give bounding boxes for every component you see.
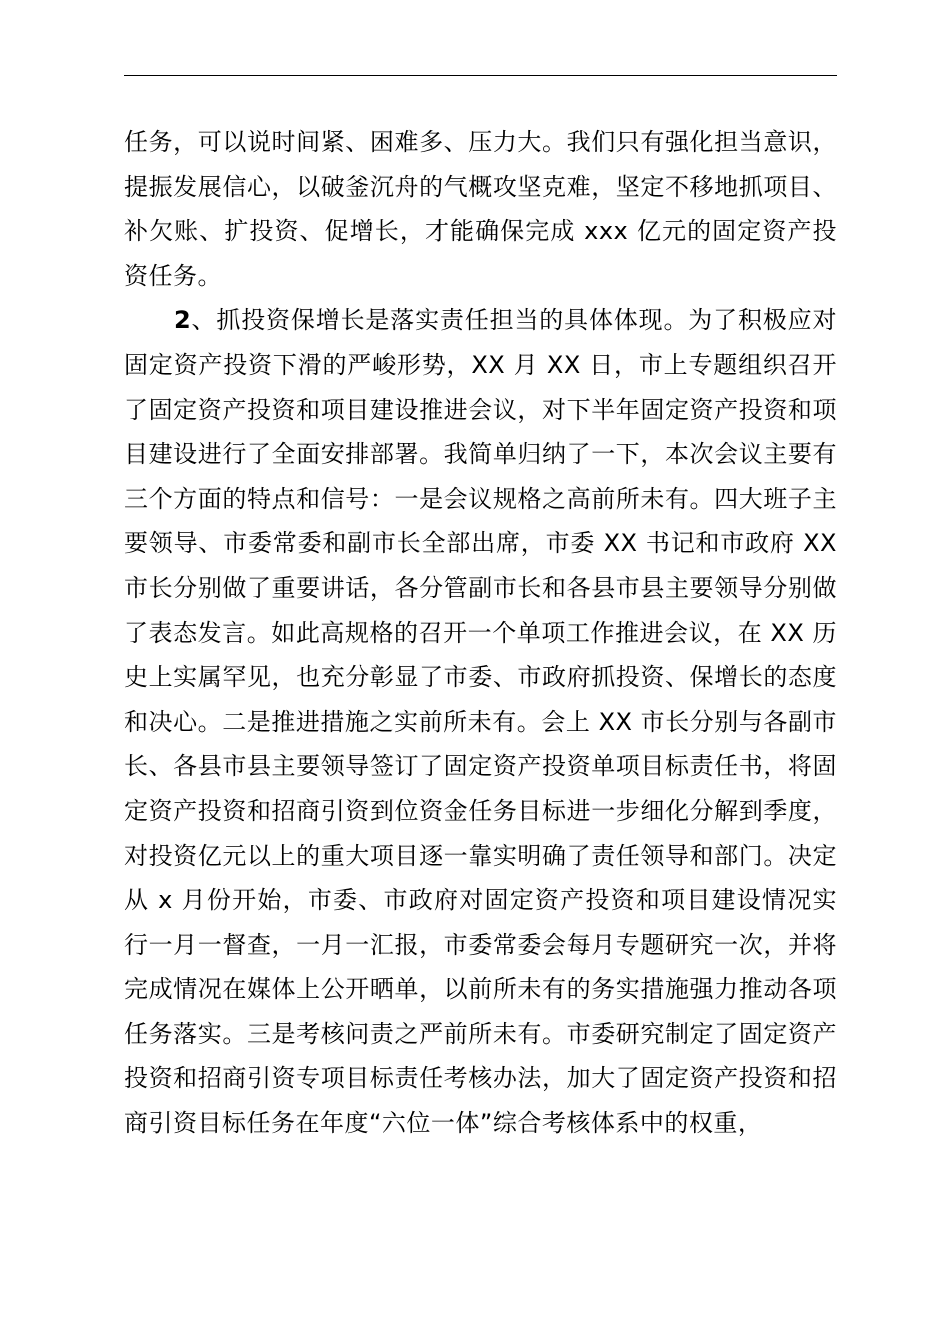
paragraph-2	[124, 298, 837, 1145]
paragraph-continuation	[124, 120, 837, 298]
paragraph-text: 、抓投资保增长是落实责任担当的具体体现。为了积极应对固定资产投资下滑的严峻形势，XX 月 XX 日，市上专题组织召开了固定资产投资和项目建设推进会议，对下半年固定资产投资和项目建设进行了全面安排部署。我简单归纳了一下，本次会议主要有三个方面的特点和信号：一是会议规格之高前所未有。四大班子主要领导、市委常委和副市长全部出席，市委 XX 书记和市政府 XX 市长分别做了重要讲话，各分管副市长和各县市县主要领导分别做了表态发言。如此高规格的召开一个单项工作推进会议，在 XX 历史上实属罕见，也充分彰显了市委、市政府抓投资、保增长的态度和决心。二是推进措施之实前所未有。会上 XX 市长分别与各副市长、各县市县主要领导签订了固定资产投资单项目标责任书，将固定资产投资和招商引资到位资金任务目标进一步细化分解到季度，对投资亿元以上的重大项目逐一靠实明确了责任领导和部门。决定从 x 月份开始，市委、市政府对固定资产投资和项目建设情况实行一月一督查，一月一汇报，市委常委会每月专题研究一次，并将完成情况在媒体上公开晒单，以前所未有的务实措施强力推动各项任务落实。三是考核问责之严前所未有。市委研究制定了固定资产投资和招商引资专项目标责任考核办法，加大了固定资产投资和招商引资目标任务在年度“六位一体”综合考核体系中的权重，	[124, 306, 837, 1138]
paragraph-number: 2	[174, 306, 192, 335]
header-rule	[124, 75, 837, 76]
paragraph-text: 任务，可以说时间紧、困难多、压力大。我们只有强化担当意识，提振发展信心，以破釜沉舟的气概攻坚克难，坚定不移地抓项目、补欠账、扩投资、促增长，才能确保完成 xxx 亿元的固定资产投资任务。	[124, 128, 837, 290]
document-body	[124, 120, 837, 1146]
